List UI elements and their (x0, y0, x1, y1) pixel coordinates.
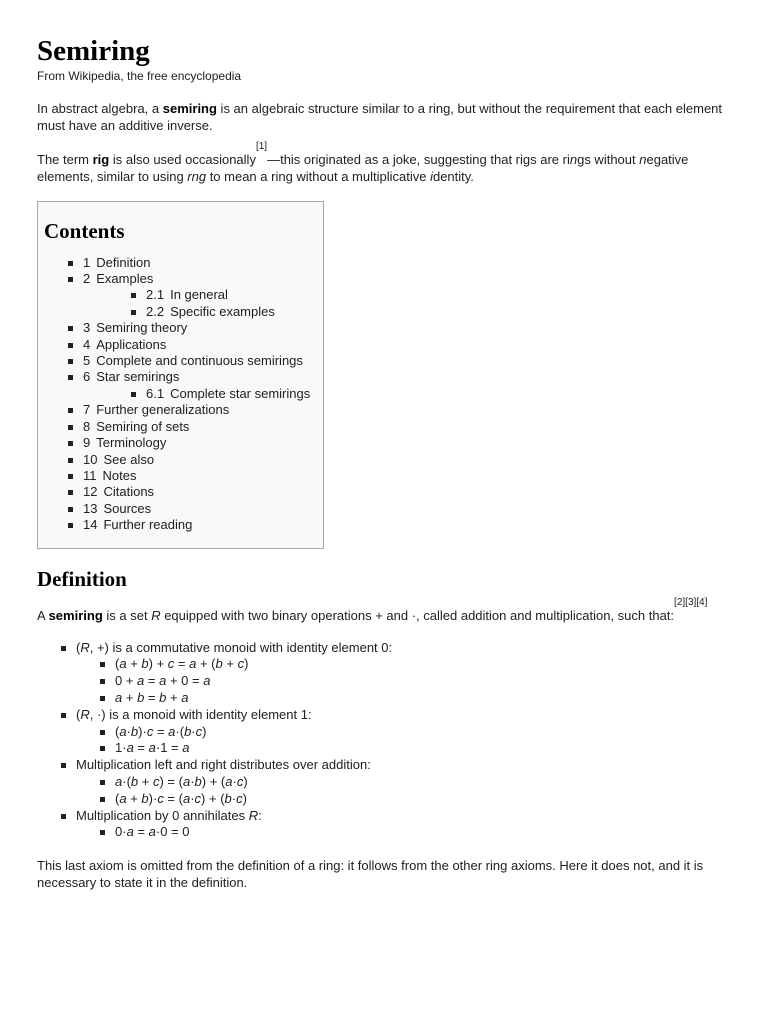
axiom-sublist (76, 824, 727, 841)
axiom-formula: 1·a = a·1 = a (76, 740, 727, 757)
axiom-formula: 0 + a = a + 0 = a (76, 673, 727, 690)
toc-number: 4 (83, 336, 91, 352)
toc-number: 5 (83, 353, 91, 369)
intro-paragraph-2: The term rig is also used occasionally[1]—this originated as a joke, suggesting that rigs are rings without negative elements, similar to using rng to mean a ring without a multiplicative identity. (37, 141, 689, 185)
toc-title: Contents (44, 218, 125, 243)
axiom-item (37, 640, 727, 707)
toc-label[interactable]: Further generalizations (96, 402, 230, 418)
toc-number: 3 (83, 320, 91, 336)
toc-item-5[interactable] (44, 353, 317, 369)
toc-item-14[interactable] (44, 517, 317, 533)
section-heading-definition: Definition (37, 566, 127, 591)
toc-number: 13 (83, 500, 98, 516)
toc-label[interactable]: Terminology (96, 435, 167, 451)
axiom-list (37, 640, 727, 842)
toc-item-10[interactable] (44, 452, 317, 468)
toc-label[interactable]: Examples (96, 271, 154, 287)
toc-number: 2 (83, 271, 91, 287)
axiom-sublist (76, 774, 727, 808)
toc-sublist (83, 287, 317, 320)
citation-links-2-4[interactable]: [2][3][4] (674, 596, 708, 608)
axiom-sublist (76, 656, 727, 706)
toc-label[interactable]: See also (103, 451, 155, 467)
toc-number: 8 (83, 418, 91, 434)
toc-item-7[interactable] (44, 402, 317, 418)
toc-label[interactable]: Semiring of sets (96, 418, 190, 434)
toc-label[interactable]: Citations (103, 484, 155, 500)
toc-label[interactable]: Complete star semirings (170, 385, 311, 401)
axiom-text: (R, ·) is a monoid with identity element 1: (76, 706, 312, 722)
axiom-sublist (76, 724, 727, 758)
toc-item-2-2[interactable] (107, 304, 317, 320)
toc-item-2-1[interactable] (107, 287, 317, 303)
toc-label[interactable]: Specific examples (170, 303, 275, 319)
toc-number: 11 (83, 467, 97, 483)
toc-item-9[interactable] (44, 435, 317, 451)
axiom-text: Multiplication left and right distributes over addition: (76, 757, 371, 773)
toc-number: 10 (83, 451, 98, 467)
axiom-text: (R, +) is a commutative monoid with identity element 0: (76, 639, 393, 655)
toc-item-13[interactable] (44, 501, 317, 517)
toc-label[interactable]: In general (170, 287, 228, 303)
toc-label[interactable]: Definition (96, 254, 151, 270)
toc-label[interactable]: Star semirings (96, 369, 180, 385)
toc-item-2[interactable] (44, 271, 317, 320)
axiom-text: Multiplication by 0 annihilates R: (76, 807, 262, 823)
axiom-formula: (a·b)·c = a·(b·c) (76, 724, 727, 741)
citation-link-1[interactable]: [1] (255, 141, 268, 153)
axiom-item (37, 808, 727, 842)
toc-label[interactable]: Semiring theory (96, 320, 188, 336)
toc-label[interactable]: Further reading (103, 517, 193, 533)
intro-paragraph-1: In abstract algebra, a semiring is an algebraic structure similar to a ring, but without the requirement that each element must have an additive inverse. (37, 101, 723, 134)
page-title: Semiring (37, 35, 150, 67)
toc-number: 2.1 (146, 287, 165, 303)
axiom-formula: (a + b) + c = a + (b + c) (76, 656, 727, 673)
toc-number: 1 (83, 254, 91, 270)
article-content (37, 34, 727, 891)
toc-item-3[interactable] (44, 320, 317, 336)
axiom-item (37, 707, 727, 757)
toc-label[interactable]: Applications (96, 336, 167, 352)
axiom-formula: a·(b + c) = (a·b) + (a·c) (76, 774, 727, 791)
toc-label[interactable]: Notes (102, 467, 137, 483)
term-rng: rng (187, 169, 207, 185)
toc-number: 12 (83, 484, 98, 500)
axiom-formula: 0·a = a·0 = 0 (76, 824, 727, 841)
toc-item-6-1[interactable] (107, 386, 317, 402)
axiom-formula: a + b = b + a (76, 690, 727, 707)
definition-intro: A semiring is a set R equipped with two binary operations + and ·, called addition and multiplication, such that:[2][3][4] (37, 596, 708, 623)
site-tagline: From Wikipedia, the free encyclopedia (37, 69, 242, 83)
toc-item-4[interactable] (44, 337, 317, 353)
table-of-contents (37, 201, 324, 549)
toc-item-6[interactable] (44, 369, 317, 402)
closing-paragraph: This last axiom is omitted from the definition of a ring: it follows from the other ring axioms. Here it does not, and it is necessary to state it in the definition. (37, 858, 704, 891)
toc-sublist (83, 386, 317, 402)
toc-number: 2.2 (146, 303, 165, 319)
toc-list (44, 255, 317, 534)
term-rig: rig (92, 152, 110, 168)
toc-number: 7 (83, 402, 91, 418)
toc-label[interactable]: Complete and continuous semirings (96, 353, 303, 369)
toc-number: 6 (83, 369, 91, 385)
toc-number: 9 (83, 435, 91, 451)
toc-number: 14 (83, 517, 98, 533)
toc-item-11[interactable] (44, 468, 317, 484)
axiom-item (37, 757, 727, 807)
toc-item-1[interactable] (44, 255, 317, 271)
term-semiring-def: semiring (48, 607, 103, 623)
term-semiring: semiring (162, 101, 217, 116)
toc-label[interactable]: Sources (103, 500, 152, 516)
toc-item-12[interactable] (44, 484, 317, 500)
toc-item-8[interactable] (44, 419, 317, 435)
toc-number: 6.1 (146, 385, 165, 401)
axiom-formula: (a + b)·c = (a·c) + (b·c) (76, 791, 727, 808)
